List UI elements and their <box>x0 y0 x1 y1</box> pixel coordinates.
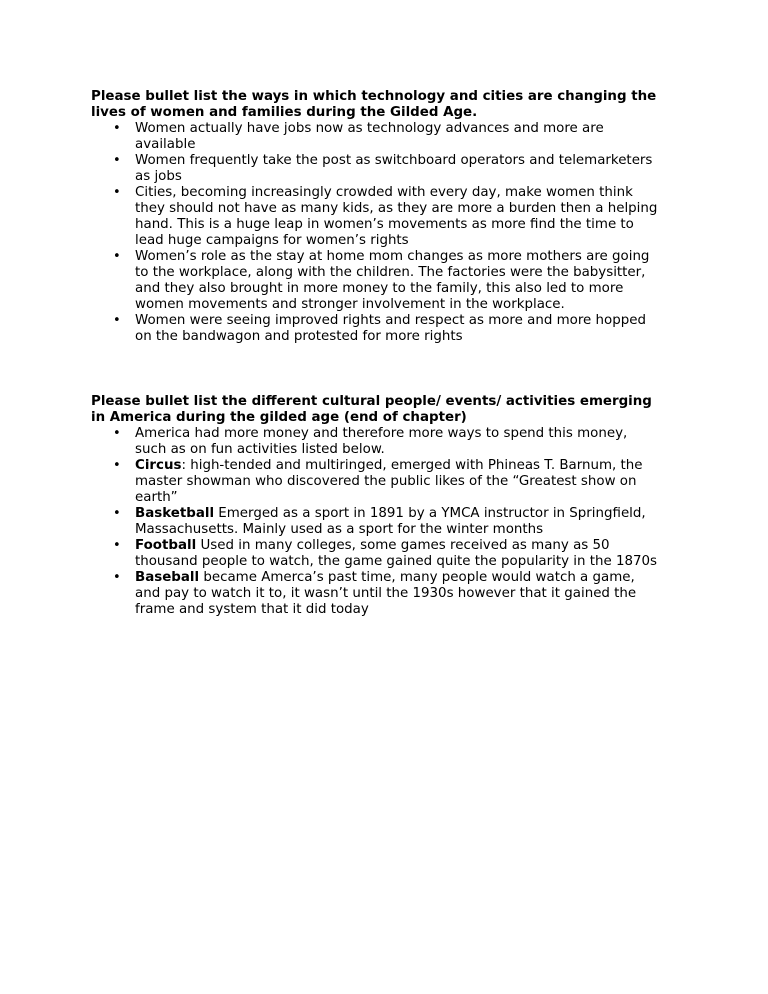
list-item-text: Women were seeing improved rights and respect as more and more hopped on the bandwagon and protested for more rights <box>135 313 646 344</box>
list-item-text: Women frequently take the post as switchboard operators and telemarketers as jobs <box>135 153 653 184</box>
bullet-icon: • <box>113 313 121 328</box>
list-item <box>91 538 691 570</box>
list-item-text: : high-tended and multiringed, emerged with Phineas T. Barnum, the master showman who discovered the public likes of the “Greatest show on earth” <box>135 458 643 505</box>
list-item-text: Women’s role as the stay at home mom changes as more mothers are going to the workplace, along with the children. The factories were the babysitter, and they also brought in more money to the family, this also led to more women movements and stronger involvement in the workplace. <box>135 249 650 312</box>
bullet-icon: • <box>113 153 121 168</box>
list-item-term: Football <box>135 538 197 553</box>
list-item <box>91 153 691 185</box>
bullet-icon: • <box>113 458 121 473</box>
list-item-term: Circus <box>135 458 182 473</box>
list-item <box>91 426 691 458</box>
list-item-text: Used in many colleges, some games received as many as 50 thousand people to watch, the game gained quite the popularity in the 1870s <box>135 538 658 569</box>
list-item <box>91 458 691 506</box>
bullet-icon: • <box>113 506 121 521</box>
list-item-text: Women actually have jobs now as technology advances and more are available <box>135 121 604 152</box>
list-item <box>91 249 691 313</box>
list-item-text: America had more money and therefore more ways to spend this money, such as on fun activities listed below. <box>135 426 628 457</box>
section-cultural-activities <box>91 394 691 618</box>
bullet-list <box>91 121 691 345</box>
bullet-icon: • <box>113 538 121 553</box>
list-item <box>91 313 691 345</box>
bullet-icon: • <box>113 426 121 441</box>
bullet-icon: • <box>113 185 121 200</box>
list-item <box>91 185 691 249</box>
list-item <box>91 570 691 618</box>
question-heading: Please bullet list the ways in which technology and cities are changing the lives of women and families during the Gilded Age. <box>91 89 657 120</box>
list-item <box>91 121 691 153</box>
list-item <box>91 506 691 538</box>
bullet-icon: • <box>113 249 121 264</box>
bullet-list <box>91 426 691 618</box>
section-technology-cities <box>91 89 691 345</box>
bullet-icon: • <box>113 121 121 136</box>
list-item-term: Basketball <box>135 506 215 521</box>
list-item-text: Emerged as a sport in 1891 by a YMCA instructor in Springfield, Massachusetts. Mainly used as a sport for the winter months <box>135 506 646 537</box>
bullet-icon: • <box>113 570 121 585</box>
document-page <box>91 89 691 617</box>
list-item-term: Baseball <box>135 570 200 585</box>
list-item-text: Cities, becoming increasingly crowded with every day, make women think they should not have as many kids, as they are more a burden then a helping hand. This is a huge leap in women’s movements as more find the time to lead huge campaigns for women’s rights <box>135 185 658 248</box>
list-item-text: became Amerca’s past time, many people would watch a game, and pay to watch it to, it wasn’t until the 1930s however that it gained the frame and system that it did today <box>135 570 637 617</box>
question-heading: Please bullet list the different cultural people/ events/ activities emerging in America during the gilded age (end of chapter) <box>91 394 652 425</box>
